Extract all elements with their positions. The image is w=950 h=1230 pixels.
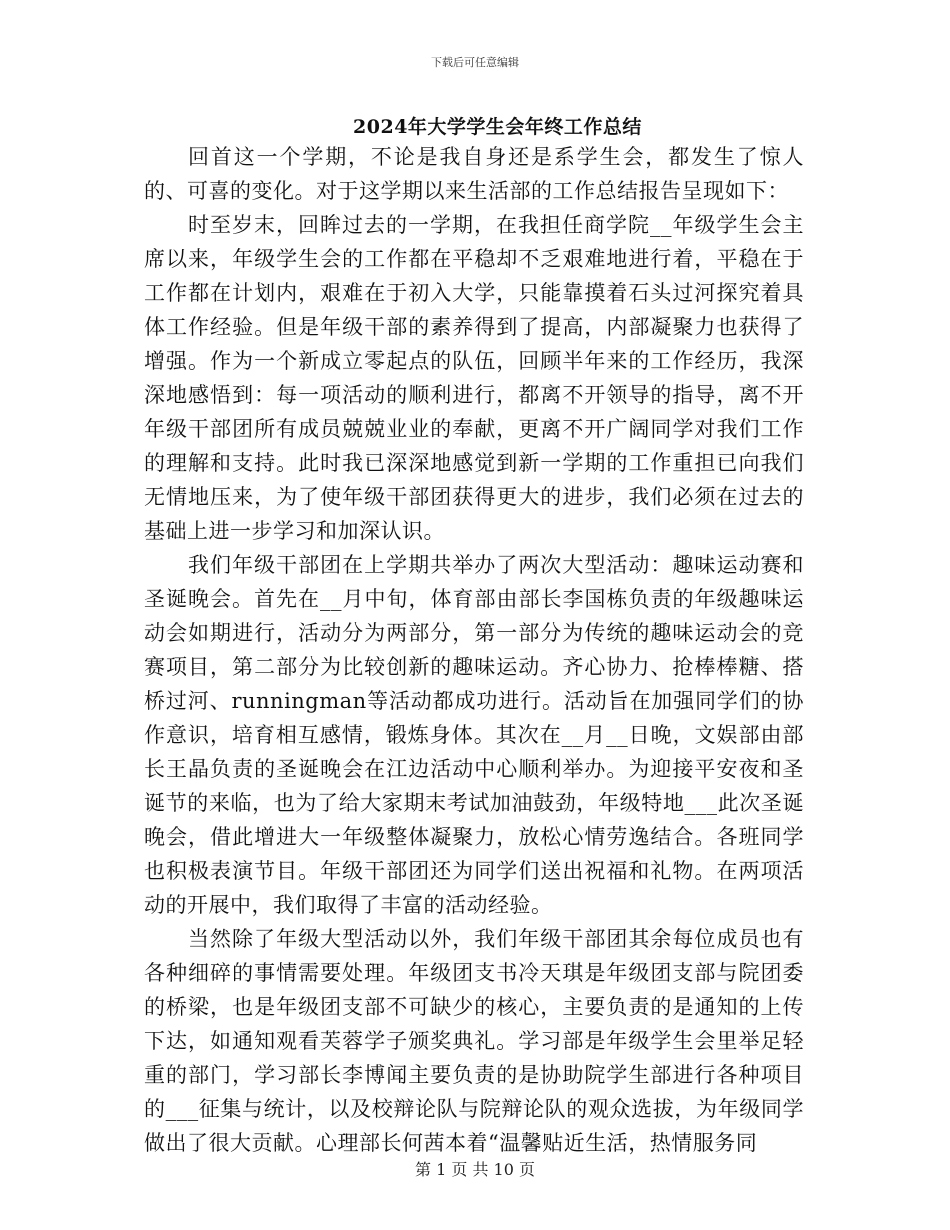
paragraph: 时至岁末，回眸过去的一学期，在我担任商学院__年级学生会主席以来，年级学生会的工作都在平稳却不乏艰难地进行着，平稳在于工作都在计划内，艰难在于初入大学，只能靠摸着石头过河探究着具体工作经验。但是年级干部的素养得到了提高，内部凝聚力也获得了增强。作为一个新成立零起点的队伍，回顾半年来的工作经历，我深深地感悟到：每一项活动的顺利进行，都离不开领导的指导，离不开年级干部团所有成员兢兢业业的奉献，更离不开广阔同学对我们工作的理解和支持。此时我已深深地感觉到新一学期的工作重担已向我们无情地压来，为了使年级干部团获得更大的进步，我们必须在过去的基础上进一步学习和加深认识。 <box>144 213 804 543</box>
page-number: 第 1 页 共 10 页 <box>415 1160 535 1179</box>
document-title: 2024年大学学生会年终工作总结 <box>353 116 642 138</box>
paragraph: 当然除了年级大型活动以外，我们年级干部团其余每位成员也有各种细碎的事情需要处理。年级团支书冷天琪是年级团支部与院团委的桥梁，也是年级团支部不可缺少的核心，主要负责的是通知的上传下达，如通知观看芙蓉学子颁奖典礼。学习部是年级学生会里举足轻重的部门，学习部长李博闻主要负责的是协助院学生部进行各种项目的___征集与统计，以及校辩论队与院辩论队的观众选拔，为年级同学做出了很大贡献。心理部长何茜本着“温馨贴近生活，热情服务同 <box>144 927 804 1155</box>
paragraph: 回首这一个学期，不论是我自身还是系学生会，都发生了惊人的、可喜的变化。对于这学期以来生活部的工作总结报告呈现如下： <box>144 145 804 203</box>
paragraph: 我们年级干部团在上学期共举办了两次大型活动：趣味运动赛和圣诞晚会。首先在__月中旬，体育部由部长李国栋负责的年级趣味运动会如期进行，活动分为两部分，第一部分为传统的趣味运动会的竞赛项目，第二部分为比较创新的趣味运动。齐心协力、抢棒棒糖、搭桥过河、runningman等活动都成功进行。活动旨在加强同学们的协作意识，培育相互感情，锻炼身体。其次在__月__日晚，文娱部由部长王晶负责的圣诞晚会在江边活动中心顺利举办。为迎接平安夜和圣诞节的来临，也为了给大家期末考试加油鼓劲，年级特地___此次圣诞晚会，借此增进大一年级整体凝聚力，放松心情劳逸结合。各班同学也积极表演节目。年级干部团还为同学们送出祝福和礼物。在两项活动的开展中，我们取得了丰富的活动经验。 <box>144 553 804 917</box>
document-body <box>144 140 804 1160</box>
header-note: 下载后可任意编辑 <box>431 56 519 69</box>
